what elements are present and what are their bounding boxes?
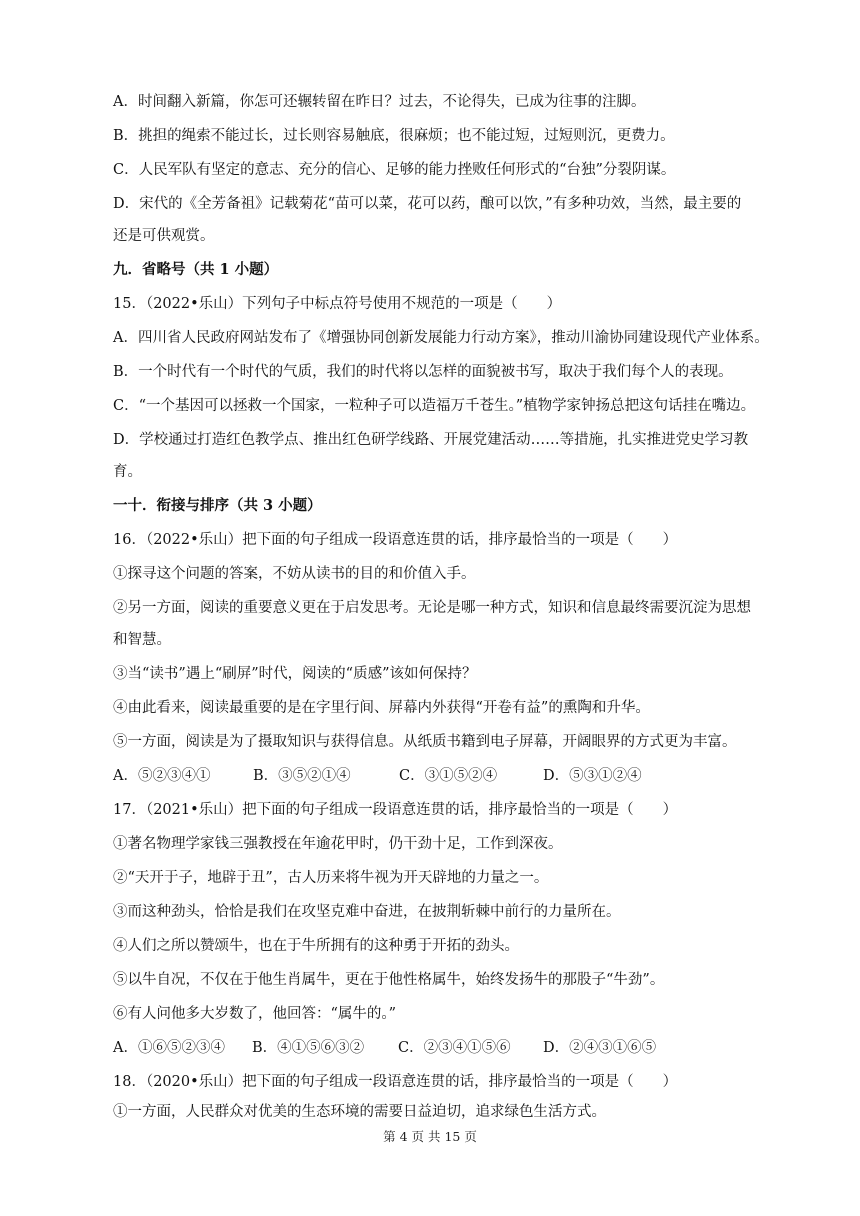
q16-option-c: C．③①⑤②④ xyxy=(399,768,498,784)
q16-sentence-4: ④由此看来，阅读最重要的是在字里行间、屏幕内外获得“开卷有益”的熏陶和升华。 xyxy=(113,700,650,716)
q18-sentence-1: ①一方面，人民群众对优美的生态环境的需要日益迫切，追求绿色生活方式。 xyxy=(113,1104,606,1120)
q17-option-a: A．①⑥⑤②③④ xyxy=(113,1040,225,1056)
q16-option-b: B．③⑤②①④ xyxy=(253,768,351,784)
q16-sentence-2-line-1: ②另一方面，阅读的重要意义更在于启发思考。无论是哪一种方式，知识和信息最终需要沉淀为思想 xyxy=(113,600,751,616)
section-heading-10: 一十．衔接与排序（共 3 小题） xyxy=(113,497,322,514)
q15-option-d-line-2: 育。 xyxy=(113,464,142,480)
q17-option-b: B．④①⑤⑥③② xyxy=(252,1040,365,1056)
q16-sentence-1: ①探寻这个问题的答案，不妨从读书的目的和价值入手。 xyxy=(113,566,476,582)
question-16-stem: 16．（2022•乐山）把下面的句子组成一段语意连贯的话，排序最恰当的一项是（ ） xyxy=(113,532,678,548)
option-b: B．挑担的绳索不能过长，过长则容易触底，很麻烦；也不能过短，过短则沉，更费力。 xyxy=(113,128,675,144)
q16-sentence-3: ③当“读书”遇上“刷屏”时代，阅读的“质感”该如何保持？ xyxy=(113,666,477,682)
q15-option-d-line-1: D．学校通过打造红色教学点、推出红色研学线路、开展党建活动……等措施，扎实推进党史学习教 xyxy=(113,432,749,448)
q17-sentence-1: ①著名物理学家钱三强教授在年逾花甲时，仍干劲十足，工作到深夜。 xyxy=(113,836,563,852)
q16-options xyxy=(113,766,793,786)
option-d-line-2: 还是可供观赏。 xyxy=(113,228,215,244)
q17-sentence-3: ③而这种劲头，恰恰是我们在攻坚克难中奋进，在披荆斩棘中前行的力量所在。 xyxy=(113,904,621,920)
q17-sentence-2: ②“天开于子，地辟于丑”，古人历来将牛视为开天辟地的力量之一。 xyxy=(113,870,549,886)
q17-option-c: C．②③④①⑤⑥ xyxy=(398,1040,511,1056)
q17-options xyxy=(113,1038,793,1058)
q17-sentence-6: ⑥有人问他多大岁数了，他回答：“属牛的。” xyxy=(113,1006,397,1022)
question-18-stem: 18．（2020•乐山）把下面的句子组成一段语意连贯的话，排序最恰当的一项是（ ） xyxy=(113,1074,678,1090)
option-a: A．时间翻入新篇，你怎可还辗转留在昨日？过去，不论得失，已成为往事的注脚。 xyxy=(113,94,646,110)
page-number-footer: 第 4 页 共 15 页 xyxy=(383,1129,477,1144)
q16-option-d: D．⑤③①②④ xyxy=(543,768,642,784)
q16-option-a: A．⑤②③④① xyxy=(113,768,211,784)
option-d-line-1: D．宋代的《全芳备祖》记载菊花“苗可以菜，花可以药，酿可以饮，”有多种功效，当然，最主要的 xyxy=(113,196,742,212)
q16-sentence-5: ⑤一方面，阅读是为了摄取知识与获得信息。从纸质书籍到电子屏幕，开阔眼界的方式更为丰富。 xyxy=(113,734,737,750)
question-15-stem: 15．（2022•乐山）下列句子中标点符号使用不规范的一项是（ ） xyxy=(113,296,562,312)
q15-option-b: B．一个时代有一个时代的气质，我们的时代将以怎样的面貌被书写，取决于我们每个人的表现。 xyxy=(113,364,733,380)
section-heading-9: 九．省略号（共 1 小题） xyxy=(113,261,279,278)
q17-option-d: D．②④③①⑥⑤ xyxy=(543,1040,657,1056)
q17-sentence-5: ⑤以牛自况，不仅在于他生肖属牛，更在于他性格属牛，始终发扬牛的那股子“牛劲”。 xyxy=(113,972,665,988)
q16-sentence-2-line-2: 和智慧。 xyxy=(113,632,171,648)
q15-option-a: A．四川省人民政府网站发布了《增强协同创新发展能力行动方案》，推动川渝协同建设现代产业体系。 xyxy=(113,330,769,346)
option-c: C．人民军队有坚定的意志、充分的信心、足够的能力挫败任何形式的“台独”分裂阴谋。 xyxy=(113,162,676,178)
q15-option-c: C．“一个基因可以拯救一个国家，一粒种子可以造福万千苍生。”植物学家钟扬总把这句话挂在嘴边。 xyxy=(113,398,756,414)
question-17-stem: 17．（2021•乐山）把下面的句子组成一段语意连贯的话，排序最恰当的一项是（ ） xyxy=(113,802,678,818)
q17-sentence-4: ④人们之所以赞颂牛，也在于牛所拥有的这种勇于开拓的劲头。 xyxy=(113,938,519,954)
